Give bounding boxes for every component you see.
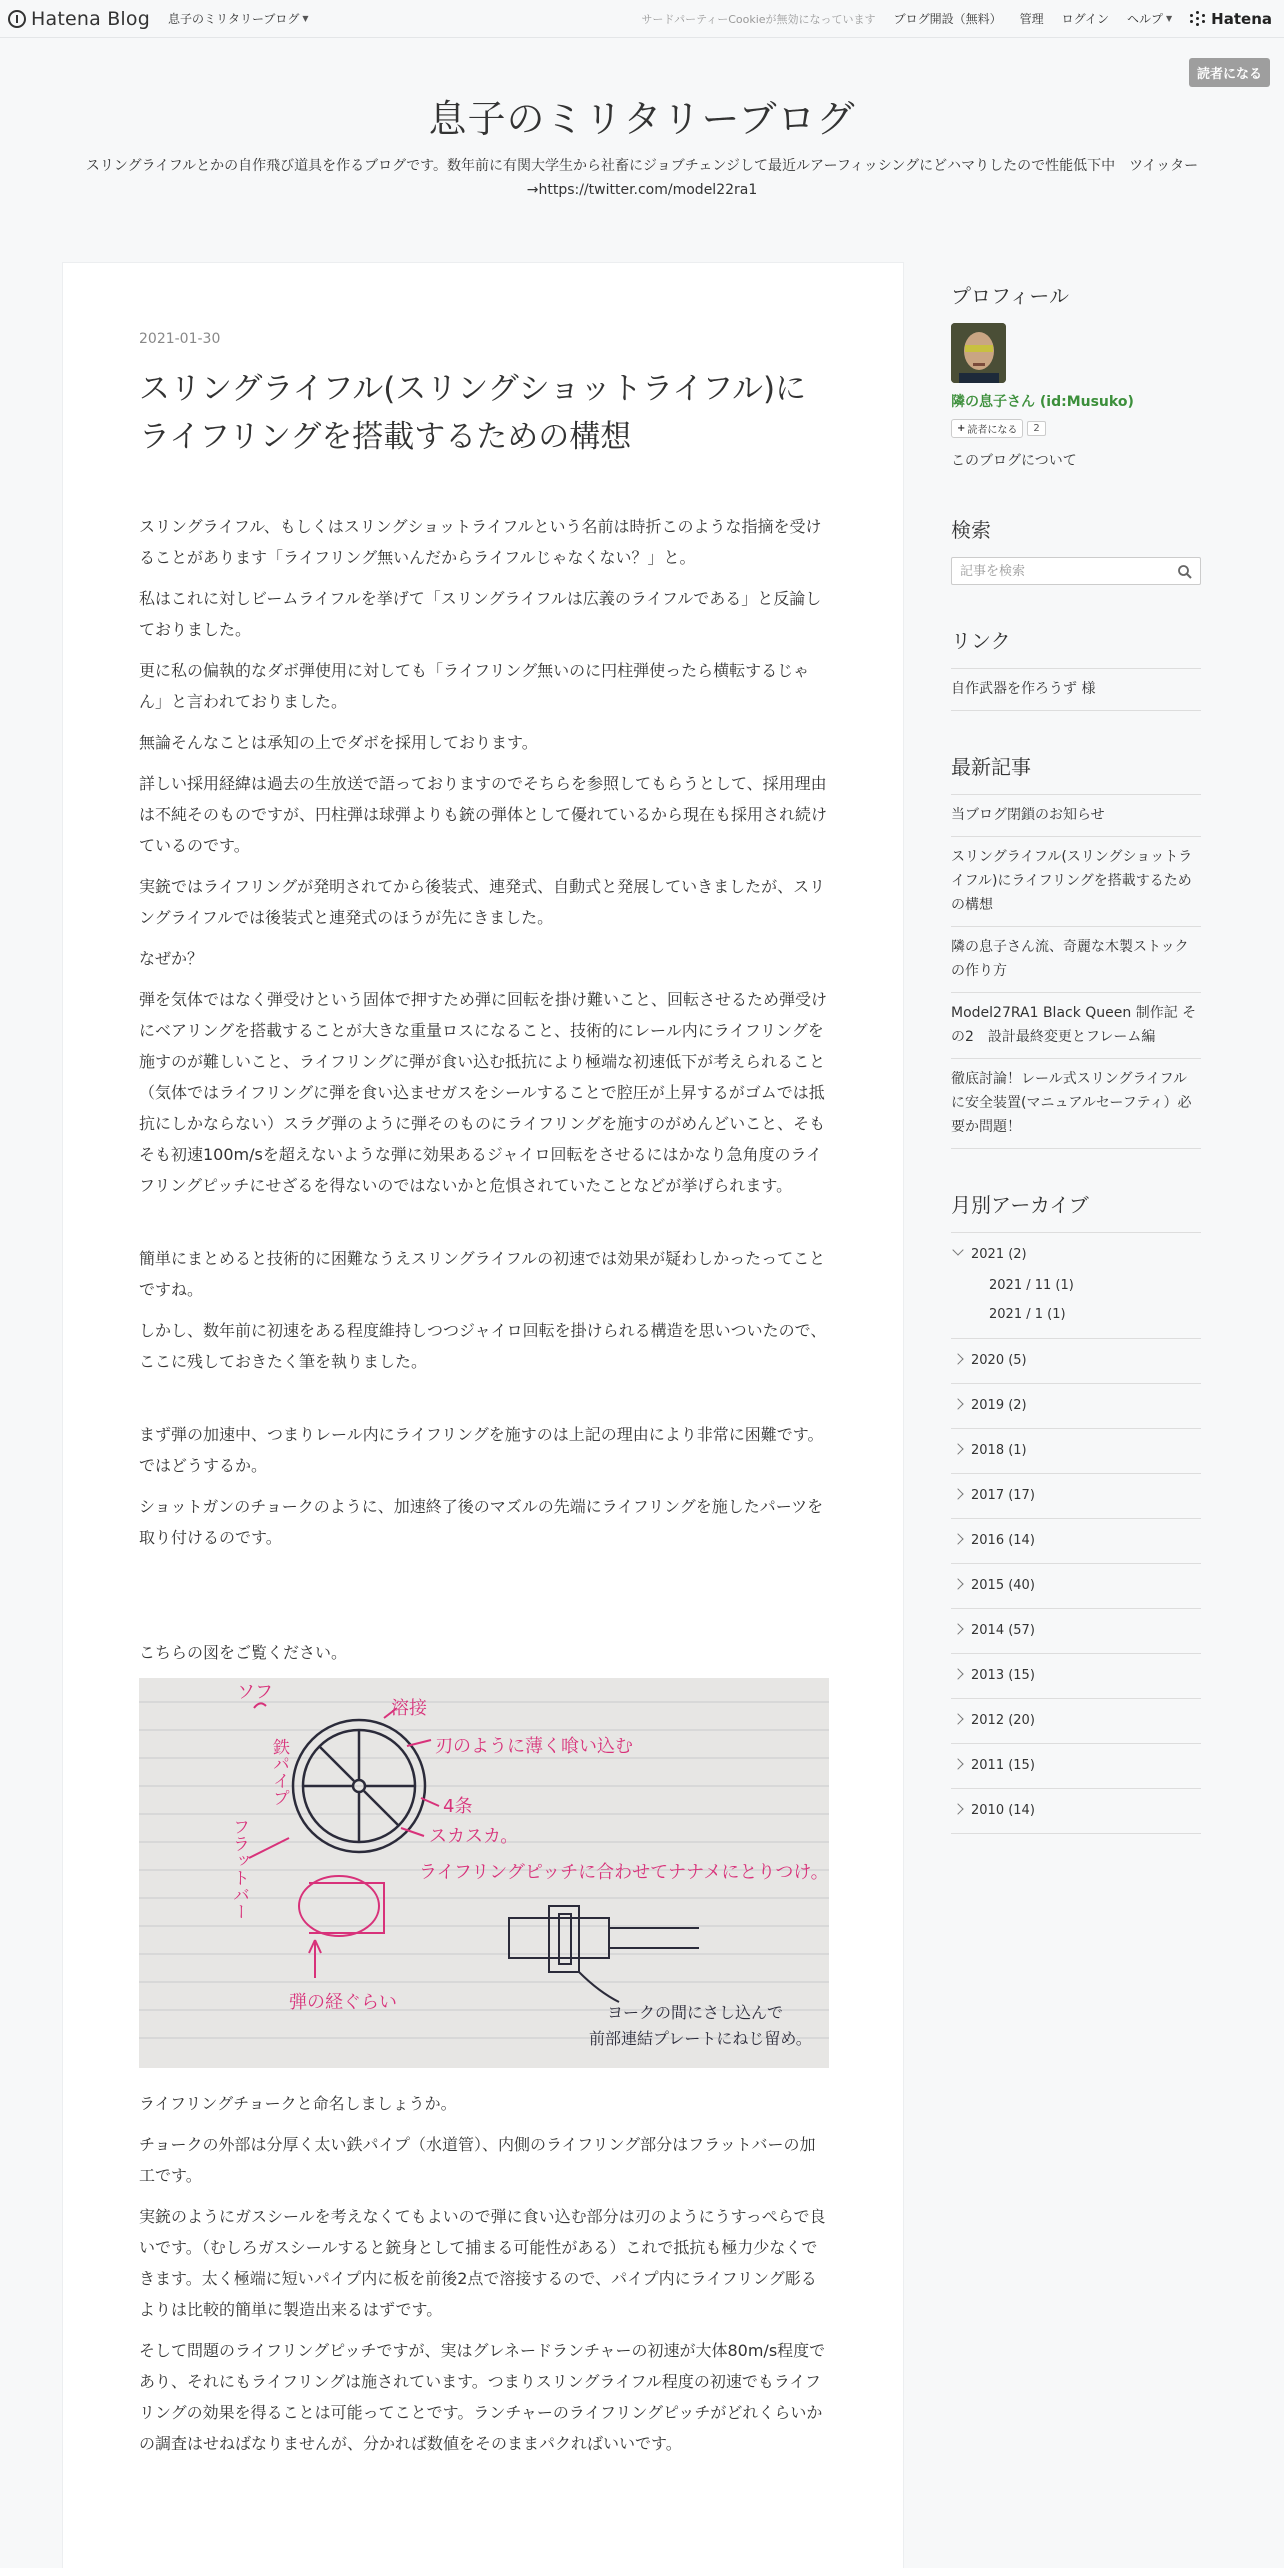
- sketch-label: 刃のように薄く喰い込む: [435, 1736, 633, 1757]
- links-module: [951, 625, 1201, 711]
- sketch-text-dark: [589, 2003, 812, 2048]
- archive-year[interactable]: [951, 1339, 1201, 1384]
- archive-year-label: 2018 (1): [971, 1443, 1027, 1458]
- recent-entry[interactable]: スリングライフル(スリングショットライフル)にライフリングを搭載するための構想: [951, 837, 1201, 927]
- archive-year[interactable]: [951, 1519, 1201, 1564]
- paragraph: ライフリングチョークと命名しましょうか。: [139, 2094, 457, 2113]
- paragraph: なぜか？: [139, 949, 204, 968]
- login-link[interactable]: ログイン: [1061, 12, 1109, 26]
- help-label: ヘルプ: [1127, 12, 1164, 26]
- about-blog-link[interactable]: このブログについて: [951, 453, 1077, 469]
- chevron-right-icon: [952, 1398, 963, 1409]
- archive-year-label: 2015 (40): [971, 1578, 1035, 1593]
- paragraph: しかし、数年前に初速をある程度維持しつつジャイロ回転を掛けられる構造を思いついたので、ここに残しておきたく筆を執りました。: [139, 1321, 827, 1371]
- cookie-note: サードパーティーCookieが無効になっています: [641, 12, 876, 26]
- blog-menu-label: 息子のミリタリーブログ: [168, 12, 300, 26]
- module-title: プロフィール: [951, 284, 1069, 308]
- sidebar: [951, 280, 1201, 1834]
- sketch-text-pink-vertical: [229, 1738, 290, 1920]
- spacer: [139, 1563, 829, 1637]
- profile-actions: [951, 419, 1201, 438]
- recent-entry[interactable]: 隣の息子さん流、奇麗な木製ストックの作り方: [951, 927, 1201, 993]
- search-module: [951, 514, 1201, 585]
- entry-title[interactable]: スリングライフル(スリングショットライフル)にライフリングを搭載するための構想: [139, 371, 807, 455]
- sketch-label: フラットバー: [229, 1818, 249, 1920]
- entry-date[interactable]: 2021-01-30: [139, 331, 221, 347]
- archive-year[interactable]: [951, 1384, 1201, 1429]
- profile-module: [951, 280, 1201, 470]
- chevron-right-icon: [952, 1443, 963, 1454]
- manage-link[interactable]: 管理: [1019, 12, 1044, 26]
- subscribe-button[interactable]: 読者になる: [1189, 58, 1270, 87]
- help-menu[interactable]: [1127, 10, 1172, 27]
- link-item[interactable]: 自作武器を作ろうず 様: [951, 669, 1201, 711]
- paragraph: 簡単にまとめると技術的に困難なうえスリングライフルの初速では効果が疑わしかったってことですね。: [139, 1249, 826, 1299]
- paragraph: 詳しい採用経緯は過去の生放送で語っておりますのでそちらを参照してもらうとして、採用理由は不純そのものですが、円柱弾は球弾よりも銃の弾体として優れているから現在も採用され続けているのです。: [139, 774, 828, 855]
- archive-year-label: 2020 (5): [971, 1353, 1027, 1368]
- chevron-right-icon: [952, 1803, 963, 1814]
- caret-down-icon: ▼: [302, 14, 309, 23]
- sketch-drawing: [139, 1678, 829, 2068]
- archive-year[interactable]: [951, 1654, 1201, 1699]
- sketch-label: 弾の経ぐらい: [289, 1992, 397, 2013]
- sketch-label: ソフ: [237, 1682, 273, 1703]
- entry-body: [139, 511, 829, 2459]
- archive-year-2021[interactable]: [951, 1233, 1201, 1272]
- paragraph: チョークの外部は分厚く太い鉄パイプ（水道管）、内側のライフリング部分はフラットバーの加工です。: [139, 2135, 816, 2185]
- global-header-links: [641, 10, 1276, 28]
- blog-menu[interactable]: [168, 10, 309, 27]
- caret-down-icon: ▼: [1166, 14, 1173, 23]
- archive-year[interactable]: [951, 1699, 1201, 1744]
- archive-year-label: 2019 (2): [971, 1398, 1027, 1413]
- blog-title[interactable]: 息子のミリタリーブログ: [428, 97, 856, 141]
- archive-list: [951, 1232, 1201, 1834]
- chevron-right-icon: [952, 1713, 963, 1724]
- sketch-label: 4条: [443, 1796, 473, 1817]
- recent-entry[interactable]: Model27RA1 Black Queen 制作記 その2 設計最終変更とフレーム編: [951, 993, 1201, 1059]
- hatena-label: Hatena: [1211, 9, 1272, 28]
- recent-entries-list: [951, 794, 1201, 1149]
- sketch-label: スカスカ。: [429, 1826, 519, 1847]
- paragraph: 実銃ではライフリングが発明されてから後装式、連発式、自動式と発展していきましたが、スリングライフルでは後装式と連発式のほうが先にきました。: [139, 877, 826, 927]
- archive-month[interactable]: 2021 / 11 (1): [989, 1278, 1074, 1293]
- archive-year[interactable]: [951, 1744, 1201, 1789]
- module-title: 月別アーカイブ: [951, 1193, 1089, 1217]
- module-title: 検索: [951, 518, 991, 542]
- plus-icon: +: [957, 423, 966, 434]
- archive-module: [951, 1189, 1201, 1834]
- sketch-label: 前部連結プレートにねじ留め。: [589, 2029, 812, 2048]
- archive-year-label: 2017 (17): [971, 1488, 1035, 1503]
- hatena-blog-logo[interactable]: [8, 8, 150, 30]
- archive-year[interactable]: [951, 1609, 1201, 1654]
- chevron-right-icon: [952, 1488, 963, 1499]
- chevron-right-icon: [952, 1578, 963, 1589]
- paragraph: 弾を気体ではなく弾受けという固体で押すため弾に回転を掛け難いこと、回転させるため弾受けにベアリングを搭載することが大きな重量ロスになること、技術的にレール内にライフリングを施すのが難しいこと、ライフリングに弾が食い込む抵抗により極端な初速低下が考えられること（気体ではライフリングに弾を食い込ませガスをシールすることで腔圧が上昇するがゴムでは抵抗にしかならない）スラグ弾のように弾そのものにライフリングを施すのがめんどいこと、そもそも初速100m/sを超えないような弾に効果あるジャイロ回転をさせるにはかなり急角度のライフリングピッチにせざるを得ないのではないかと危惧されていたことなどが挙げられます。: [139, 990, 828, 1195]
- archive-year-label: 2012 (20): [971, 1713, 1035, 1728]
- sketch-label: ヨークの間にさし込んで: [607, 2003, 784, 2022]
- archive-year[interactable]: [951, 1564, 1201, 1609]
- chevron-down-icon: [952, 1244, 963, 1255]
- blog-description: スリングライフルとかの自作飛び道具を作るブログです。数年前に有関大学生から社畜にジョブチェンジして最近ルアーフィッシングにどハマりしたので性能低下中 ツイッター→https://twitter.com/model22ra1: [85, 158, 1199, 198]
- article: [139, 331, 829, 2469]
- paragraph: スリングライフル、もしくはスリングショットライフルという名前は時折このような指摘を受けることがあります「ライフリング無いんだからライフルじゃなくない？」と。: [139, 517, 822, 567]
- spacer: [139, 1387, 829, 1419]
- paragraph: ショットガンのチョークのように、加速終了後のマズルの先端にライフリングを施したパーツを取り付けるのです。: [139, 1497, 824, 1547]
- search-input[interactable]: [952, 564, 1172, 579]
- paragraph: 私はこれに対しビームライフルを挙げて「スリングライフルは広義のライフルである」と反論しておりました。: [139, 589, 822, 639]
- module-title: リンク: [951, 629, 1011, 653]
- chevron-right-icon: [952, 1353, 963, 1364]
- chevron-right-icon: [952, 1623, 963, 1634]
- chevron-right-icon: [952, 1668, 963, 1679]
- archive-year-label: 2013 (15): [971, 1668, 1035, 1683]
- profile-name-link[interactable]: 隣の息子さん (id:Musuko): [951, 394, 1134, 410]
- recent-entry[interactable]: 当ブログ閉鎖のお知らせ: [951, 795, 1201, 837]
- paragraph: まず弾の加速中、つまりレール内にライフリングを施すのは上記の理由により非常に困難です。ではどうするか。: [139, 1425, 824, 1475]
- paragraph: 実銃のようにガスシールを考えなくてもよいので弾に食い込む部分は刃のようにうすっぺらで良いです。（むしろガスシールすると銃身として捕まる可能性がある）これで抵抗も極力少なくできます。太く極端に短いパイプ内に板を前後2点で溶接するので、パイプ内にライフリング彫るよりは比較的簡単に製造出来るはずです。: [139, 2207, 826, 2319]
- archive-year-label: 2021 (2): [971, 1247, 1027, 1262]
- archive-year[interactable]: [951, 1789, 1201, 1834]
- start-blog-link[interactable]: ブログ開設（無料）: [893, 12, 1002, 26]
- figure-intro: こちらの図をご覧ください。: [139, 1643, 348, 1662]
- archive-year-label: 2014 (57): [971, 1623, 1035, 1638]
- sketch-label: ライフリングピッチに合わせてナナメにとりつけ。: [419, 1862, 829, 1883]
- main-content: [62, 262, 904, 2568]
- spacer: [139, 1211, 829, 1243]
- paragraph: そして問題のライフリングピッチですが、実はグレネードランチャーの初速が大体80m/s程度であり、それにもライフリングは施されています。つまりスリングライフル程度の初速でもライフリングの効果を得ることは可能ってことです。ランチャーのライフリングピッチがどれくらいかの調査はせねばなりませんが、分かれば数値をそのままパクればいいです。: [139, 2341, 826, 2453]
- links-list: [951, 668, 1201, 711]
- sketch-label: 鉄パイプ: [269, 1738, 289, 1806]
- profile-subscribe-button[interactable]: [951, 419, 1023, 438]
- archive-year-label: 2011 (15): [971, 1758, 1035, 1773]
- chevron-right-icon: [952, 1533, 963, 1544]
- sketch-label: 溶接: [391, 1698, 427, 1719]
- recent-entries-module: [951, 751, 1201, 1149]
- global-header: [0, 0, 1284, 38]
- recent-entry[interactable]: 徹底討論！レール式スリングライフルに安全装置(マニュアルセーフティ）必要か問題！: [951, 1059, 1201, 1149]
- subscriber-count[interactable]: 2: [1027, 421, 1045, 436]
- profile-subscribe-label: 読者になる: [967, 425, 1018, 436]
- avatar[interactable]: [951, 323, 1006, 383]
- search-icon[interactable]: [1177, 564, 1193, 580]
- chevron-right-icon: [952, 1758, 963, 1769]
- paragraph: 無論そんなことは承知の上でダボを採用しております。: [139, 733, 538, 752]
- archive-year[interactable]: [951, 1474, 1201, 1519]
- logo-text: Hatena Blog: [31, 7, 150, 30]
- archive-month[interactable]: 2021 / 1 (1): [951, 1301, 1201, 1339]
- rifling-choke-sketch-image[interactable]: [139, 1678, 829, 2068]
- archive-year[interactable]: [951, 1429, 1201, 1474]
- sketch-text-pink: [237, 1682, 829, 2013]
- hatena-menu[interactable]: [1190, 10, 1272, 28]
- avatar-image: [951, 323, 1006, 383]
- archive-year-label: 2016 (14): [971, 1533, 1035, 1548]
- archive-year-label: 2010 (14): [971, 1803, 1035, 1818]
- paragraph: 更に私の偏執的なダボ弾使用に対しても「ライフリング無いのに円柱弾使ったら横転するじゃん」と言われておりました。: [139, 661, 810, 711]
- hatena-blog-logo-icon: [8, 10, 26, 28]
- hatena-dots-icon: [1190, 11, 1206, 27]
- module-title: 最新記事: [951, 755, 1031, 779]
- search-form: [951, 557, 1201, 585]
